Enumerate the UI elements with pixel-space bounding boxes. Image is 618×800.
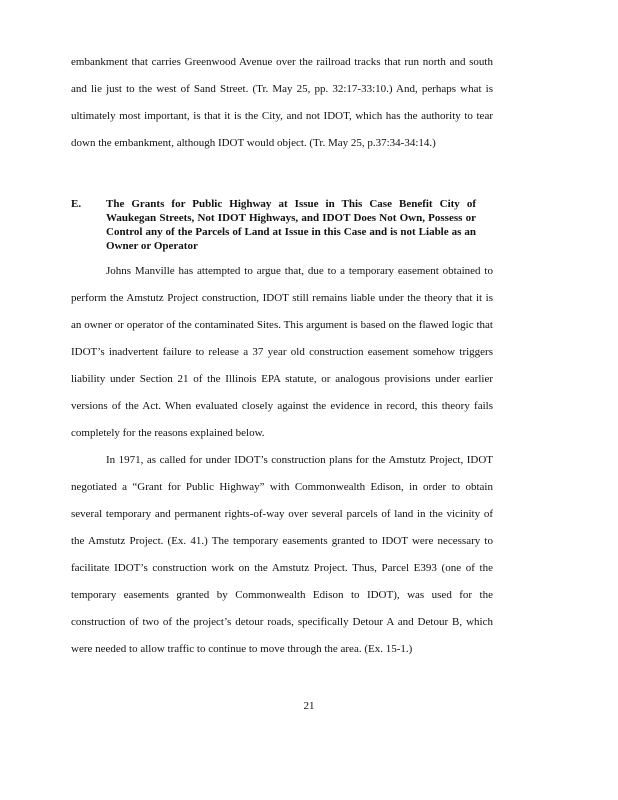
paragraph-embankment: embankment that carries Greenwood Avenue over the railroad tracks that run north and south and lie just to the west of Sand Street. (Tr. May 25, pp. 32:17-33:10.) And, perhaps what is ultimately most important, is that it is the City, and not IDOT, which has the authority to tear down the embankment, although IDOT would object. (Tr. May 25, p.37:34-34:14.) <box>71 56 493 149</box>
section-heading-text: The Grants for Public Highway at Issue in This Case Benefit City of Waukegan Streets, Not IDOT Highways, and IDOT Does Not Own, Possess or Control any of the Parcels of Land at Issue in this Case and is not Liable as an Owner or Operator <box>106 198 476 252</box>
section-heading-letter: E. <box>71 198 82 210</box>
page-number: 21 <box>303 700 315 712</box>
paragraph-grant-1971: In 1971, as called for under IDOT’s construction plans for the Amstutz Project, IDOT negotiated a “Grant for Public Highway” with Commonwealth Edison, in order to obtain several temporary and permanent rights-of-way over several parcels of land in the vicinity of the Amstutz Project. (Ex. 41.) The temporary easements granted to IDOT were necessary to facilitate IDOT’s construction work on the Amstutz Project. Thus, Parcel E393 (one of the temporary easements granted by Commonwealth Edison to IDOT), was used for the construction of two of the project’s detour roads, specifically Detour A and Detour B, which were needed to allow traffic to continue to move through the area. (Ex. 15-1.) <box>71 454 493 655</box>
paragraph-easement-argument: Johns Manville has attempted to argue that, due to a temporary easement obtained to perform the Amstutz Project construction, IDOT still remains liable under the theory that it is an owner or operator of the contaminated Sites. This argument is based on the flawed logic that IDOT’s inadvertent failure to release a 37 year old construction easement somehow triggers liability under Section 21 of the Illinois EPA statute, or analogous provisions under earlier versions of the Act. When evaluated closely against the evidence in record, this theory fails completely for the reasons explained below. <box>71 265 493 439</box>
